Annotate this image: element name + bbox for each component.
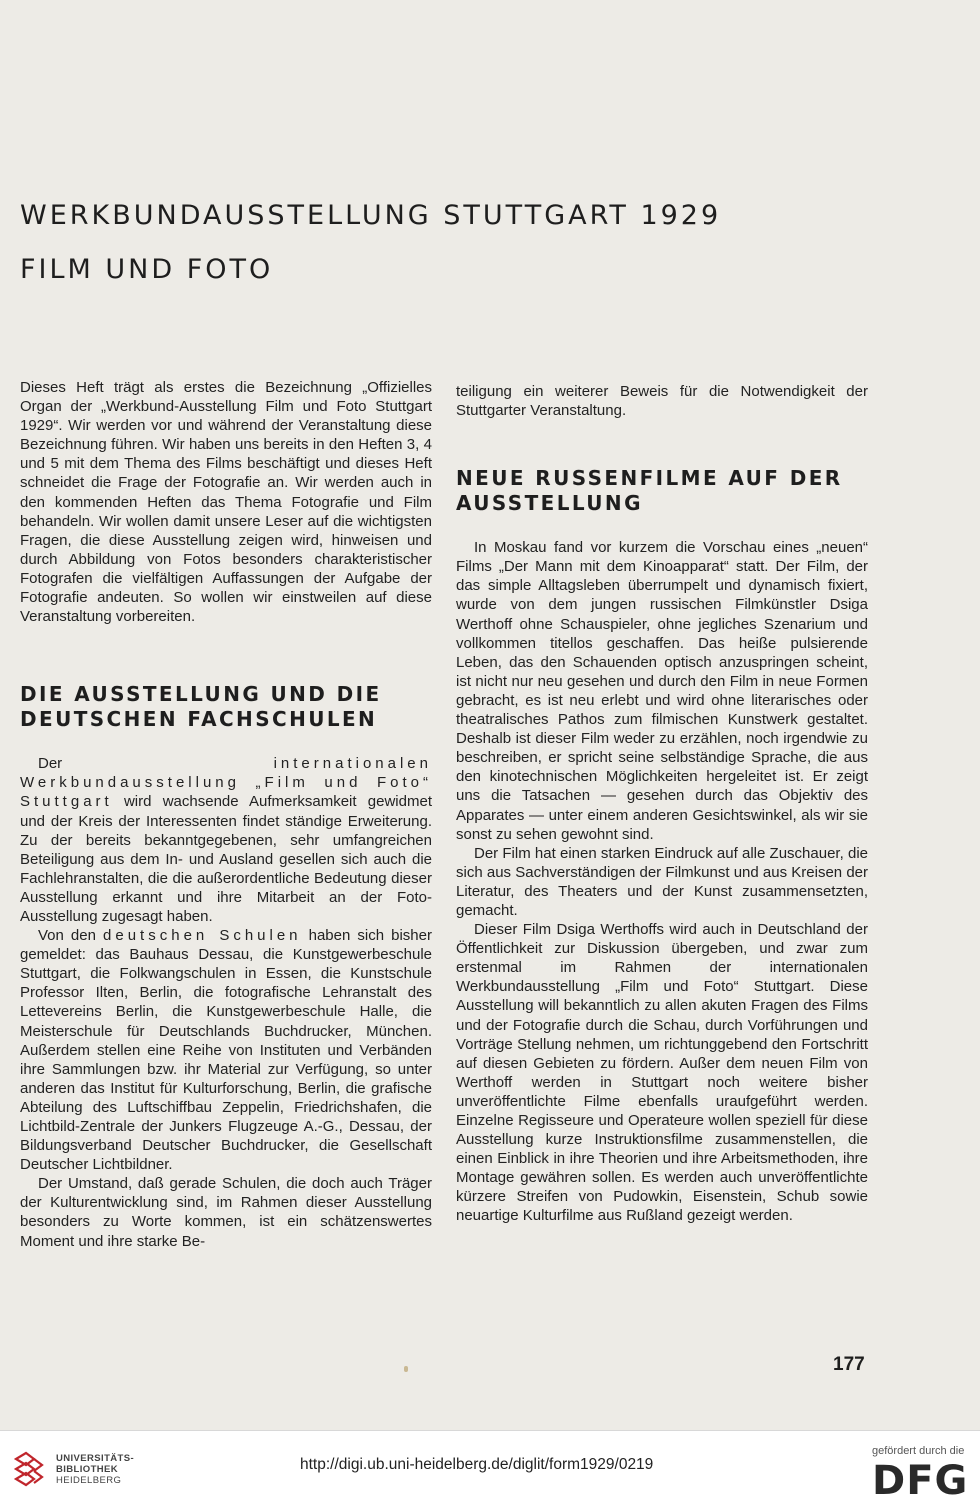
library-name-line-2: BIBLIOTHEK: [56, 1464, 119, 1475]
dfg-logo[interactable]: DFG: [872, 1458, 969, 1504]
title-line-1: WERKBUNDAUSSTELLUNG STUTTGART 1929: [20, 200, 722, 231]
heading-ausstellung-fachschulen: DIE AUSSTELLUNG UND DIE DEUTSCHEN FACHSCHULEN: [20, 682, 382, 732]
right-paragraph-3: Dieser Film Dsiga Werthoffs wird auch in Deutschland der Öffentlichkeit zur Diskussion übergeben, und zwar zum erstenmal im Rahmen der internationalen Werkbundausstellung „Film und Foto“ Stuttgart. Diese Ausstellung will bekanntlich zu allen akuten Fragen des Films und der Fotografie durch die Schau, durch Vorführungen und Vorträge Stellung nehmen, um richtunggebend den Fortschritt auf diesen Gebieten zu fördern. Außer dem neuen Film von Werthoff werden in Stuttgart noch weitere bisher unveröffentlichte Filme ebenfalls uraufgeführt werden. Einzelne Regisseure und Operateure wollen speziell für diese Ausstellung kurze Instruktionsfilme zusammenstellen, die einen Einblick in ihre Theorien und ihre Arbeitsmethoden, ihre Montage gewähren sollen. Es werden auch unveröffentlichte kürzere Streifen von Pudowkin, Eisenstein, Schub sowie neuartige Kulturfilme aus Rußland gezeigt werden.: [456, 921, 868, 1225]
intro-paragraph: Dieses Heft trägt als erstes die Bezeichnung „Offizielles Organ der „Werkbund-Ausstellung Film und Foto Stuttgart 1929“. Wir werden vor und während der Veranstaltung diese Bezeichnung führen. Wir haben uns bereits in den Heften 3, 4 und 5 mit dem Thema des Films beschäftigt und dieses Heft schneidet die Frage der Fotografie an. Wir werden auch in den kommenden Heften das Thema Fotografie und Film behandeln. Wir wollen damit unsere Leser auf die wichtigsten Fragen, die diese Ausstellung zeigen wird, hinweisen und durch Abbildung von Fotos besonders charakteristischer Fotografen die vielfältigen Auffassungen der Aufgabe der Fotografie andeuten. So wollen wir einstweilen auf diese Veranstaltung vorbereiten.: [20, 379, 432, 626]
left-paragraph-1: Der internationalen Werkbundausstellung „Film und Foto“ Stuttgart wird wachsende Aufmerksamkeit gewidmet und der Kreis der Interessenten findet ständige Erweiterung. Zu der bereits bekanntgegebenen, sehr umfangreichen Beteiligung aus dem In- und Ausland gesellen sich auch die Fachlehranstalten, die die außerordentliche Bedeutung dieser Ausstellung erkannt und ihre Mitarbeit an der Foto-Ausstellung zugesagt haben.: [20, 755, 432, 925]
spaced-emphasis: deutschen Schulen: [103, 927, 302, 945]
right-paragraph-2: Der Film hat einen starken Eindruck auf alle Zuschauer, die sich aus Sachverständigen der Filmkunst und aus Kreisen der Literatur, des Theaters und der Kunst zusammensetzten, gemacht.: [456, 844, 868, 919]
left-column: [20, 378, 432, 1251]
left-paragraph-2: Von den deutschen Schulen haben sich bisher gemeldet: das Bauhaus Dessau, die Kunstgewerbeschule Stuttgart, die Folkwangschulen in Essen, die Kunstschule Professor Ilten, Berlin, die fotografische Lehranstalt des Lettevereins Berlin, die Kunstgewerbeschule Halle, die Meisterschule für Deutschlands Buchdrucker, München. Außerdem stellen eine Reihe von Instituten und Verbänden ihre Sammlungen bzw. ihr Material zur Verfügung, so unter anderen das Institut für Kulturforschung, Berlin, die grafische Abteilung des Luftschiffbau Zeppelin, Friedrichshafen, die Lichtbild-Zentrale der Junkers Flugzeuge A.-G., Dessau, der Bildungsverband Deutscher Buchdrucker, die Gesellschaft Deutscher Lichtbildner.: [20, 927, 432, 1174]
permalink-url[interactable]: http://digi.ub.uni-heidelberg.de/diglit/form1929/0219: [300, 1456, 654, 1473]
right-column: [456, 382, 868, 1226]
library-name[interactable]: [56, 1453, 134, 1486]
left-paragraph-3: Der Umstand, daß gerade Schulen, die doch auch Träger der Kulturentwicklung sind, im Rahmen dieser Ausstellung besonders zu Worte kommen, ist ein schätzenswertes Moment und ihre starke Be-: [20, 1175, 432, 1250]
spaced-emphasis: internationalen Werkbundausstellung „Film und Foto“ Stuttgart: [20, 755, 432, 811]
title-line-2: FILM UND FOTO: [20, 254, 274, 285]
funded-by-label: gefördert durch die: [872, 1445, 965, 1457]
library-name-line-1: UNIVERSITÄTS-: [56, 1453, 135, 1464]
paper-speck: [404, 1366, 408, 1372]
page-number: 177: [833, 1354, 865, 1375]
heading-neue-russenfilme: NEUE RUSSENFILME AUF DER AUSSTELLUNG: [456, 466, 843, 516]
right-continuation: teiligung ein weiterer Beweis für die Notwendigkeit der Stuttgarter Veranstaltung.: [456, 383, 868, 420]
library-name-line-3: HEIDELBERG: [56, 1475, 122, 1486]
right-paragraph-1: In Moskau fand vor kurzem die Vorschau eines „neuen“ Films „Der Mann mit dem Kinoapparat“ statt. Der Film, der das simple Alltagsleben überrumpelt und dynamisch fixiert, wurde von dem jungen russischen Filmkünstler Dsiga Werthoff ohne Schauspieler, ohne jegliches Szenarium und vollkommen titellos geschaffen. Das heiße pulsierende Leben, das den Schauenden optisch anzuspringen scheint, ist nicht nur neu gesehen und durch den Film in neue Formen gebracht, es ist neu erlebt und wird ohne literarisches oder theatralisches Pathos zum filmischen Kunstwerk gestaltet. Deshalb ist dieser Film weder zu erzählen, noch irgendwie zu beschreiben, er spricht seine selbständige Sprache, die aus den kinotechnischen Möglichkeiten hergeleitet ist. Er zeigt uns die Tatsachen — gesehen durch das Objektiv des Apparates — unter einem anderen Gesichtswinkel, als wir sie sonst zu sehen gewohnt sind.: [456, 539, 868, 843]
library-logo-icon[interactable]: [12, 1451, 48, 1491]
digitization-footer: [0, 1430, 980, 1508]
